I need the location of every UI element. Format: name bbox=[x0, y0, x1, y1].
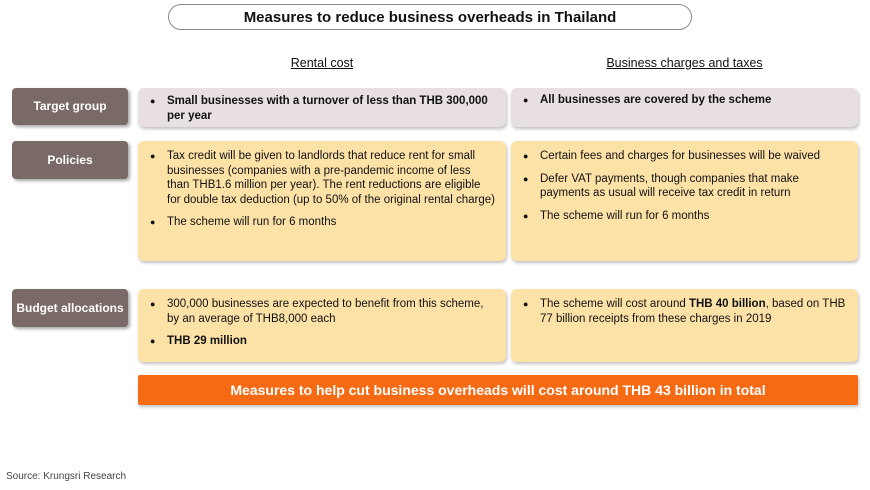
bullet-icon: ● bbox=[150, 151, 156, 161]
row-label-policies-text: Policies bbox=[47, 152, 93, 167]
bullet-text: Tax credit will be given to landlords that reduce rent for small businesses (companies with a pre-pandemic income of less than THB1.6 million per year). The rent reductions are eligible for double tax deduction (up to 50% of the original rental charge) bbox=[167, 150, 495, 206]
list-item bbox=[523, 297, 848, 326]
row-label-budget-allocations bbox=[12, 289, 128, 327]
bullet-icon: ● bbox=[150, 96, 156, 106]
list-item bbox=[150, 334, 496, 349]
bullet-text: Small businesses with a turnover of less than THB 300,000 per year bbox=[167, 95, 488, 122]
bullet-text: The scheme will run for 6 months bbox=[167, 216, 337, 228]
bullet-icon: ● bbox=[150, 217, 156, 227]
bullet-icon: ● bbox=[523, 299, 529, 309]
policies-rental-cell bbox=[138, 141, 506, 261]
list-item bbox=[150, 215, 496, 230]
budget-business-cell bbox=[511, 289, 858, 362]
page-title-text: Measures to reduce business overheads in Thailand bbox=[243, 8, 617, 26]
column-header-rental: Rental cost bbox=[290, 56, 354, 70]
bullet-text: Defer VAT payments, though companies that make payments as usual will receive tax credit in return bbox=[540, 172, 799, 199]
bullet-text: 300,000 businesses are expected to benefit from this scheme, by an average of THB8,000 each bbox=[167, 298, 484, 325]
list-item bbox=[523, 172, 848, 201]
bullet-text: Certain fees and charges for businesses will be waived bbox=[540, 150, 820, 162]
list-item bbox=[150, 149, 496, 207]
bullet-text: THB 29 million bbox=[167, 335, 247, 347]
bullet-icon: ● bbox=[523, 151, 529, 161]
bullet-icon: ● bbox=[150, 299, 156, 309]
list-item bbox=[150, 297, 496, 326]
source-note: Source: Krungsri Research bbox=[6, 471, 127, 482]
budget-rental-cell bbox=[138, 289, 506, 362]
bullet-icon: ● bbox=[523, 173, 529, 184]
list-item bbox=[523, 209, 848, 224]
bullet-icon: ● bbox=[150, 336, 156, 346]
page-title bbox=[168, 4, 692, 30]
list-item bbox=[523, 149, 848, 164]
target-business-cell bbox=[511, 88, 858, 127]
bullet-text-bold: THB 40 billion bbox=[688, 298, 766, 310]
column-header-business: Business charges and taxes bbox=[606, 56, 763, 70]
row-label-target-group-text: Target group bbox=[33, 99, 107, 113]
bullet-text: The scheme will run for 6 months bbox=[540, 209, 710, 222]
policies-business-cell bbox=[511, 141, 858, 261]
row-label-target-group bbox=[12, 88, 128, 125]
list-item bbox=[150, 94, 496, 123]
row-label-policies bbox=[12, 141, 128, 179]
bullet-text-post: , based on THB 77 billion receipts from these charges in 2019 bbox=[540, 298, 846, 325]
total-cost-banner bbox=[138, 375, 858, 405]
total-cost-banner-text: Measures to help cut business overheads will cost around THB 43 billion in total bbox=[230, 382, 766, 398]
target-rental-cell bbox=[138, 88, 506, 127]
bullet-icon: ● bbox=[523, 210, 529, 221]
bullet-text-pre: The scheme will cost around bbox=[540, 298, 689, 310]
bullet-text: All businesses are covered by the scheme bbox=[540, 94, 772, 106]
bullet-icon: ● bbox=[523, 95, 529, 105]
list-item bbox=[523, 93, 848, 108]
row-label-budget-allocations-text: Budget allocations bbox=[16, 300, 124, 315]
